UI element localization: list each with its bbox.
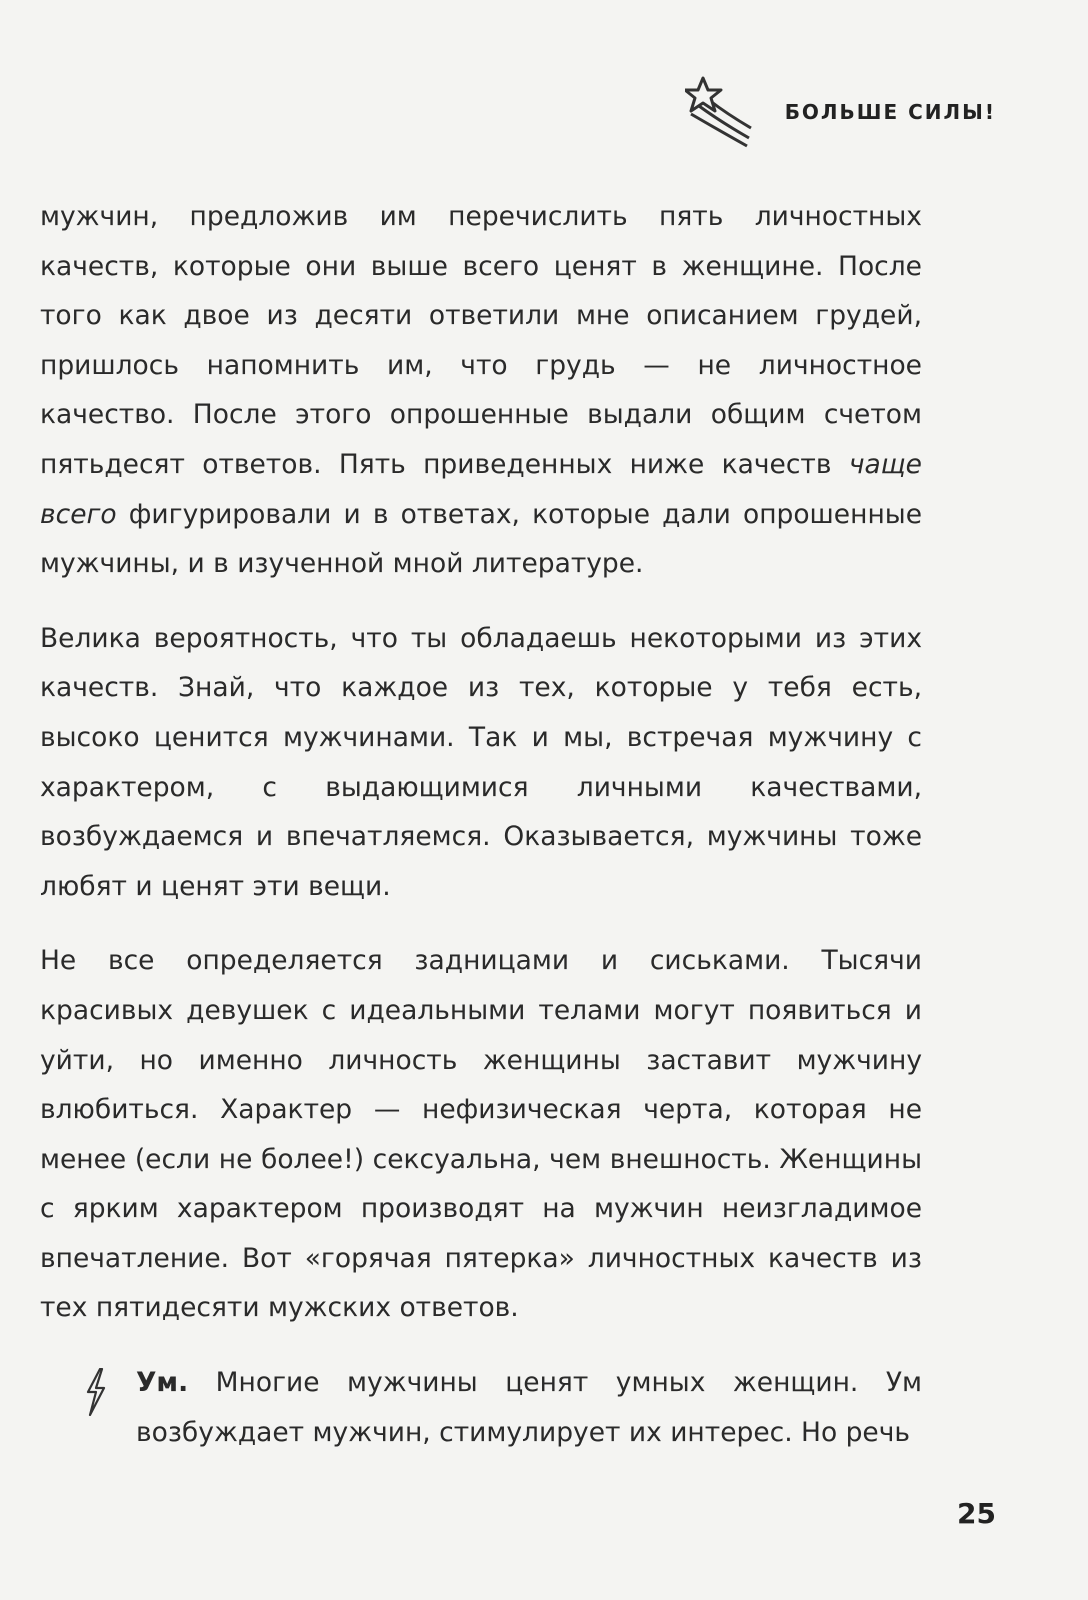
header-title: БОЛЬШЕ СИЛЫ! bbox=[784, 100, 996, 124]
running-header bbox=[685, 72, 996, 152]
bullet-term: Ум. bbox=[136, 1367, 189, 1399]
lightning-bolt-icon bbox=[84, 1368, 106, 1416]
bullet-item bbox=[40, 1358, 922, 1457]
paragraph-2: Велика вероятность, что ты обладаешь некоторыми из этих качеств. Знай, что каждое из тех, которые у тебя есть, высоко ценится мужчинами. Так и мы, встречая мужчину с характером, с выдающимися личными качествами, возбуждаемся и впечатляемся. Оказывается, мужчины тоже любят и ценят эти вещи. bbox=[40, 622, 922, 902]
body-text bbox=[40, 192, 922, 1482]
paragraph-1: мужчин, предложив им перечислить пять личностных качеств, которые они выше всего ценят в женщине. После того как двое из десяти ответили мне описанием грудей, пришлось напомнить им, что грудь — не личностное качество. После этого опрошенные выдали общим счетом пятьдесят ответов. Пять приведенных ниже качеств чаще всего фигурировали и в ответах, которые дали опрошенные мужчины, и в изученной мной литературе. bbox=[40, 201, 922, 580]
shooting-star-icon bbox=[685, 76, 753, 148]
page-number: 25 bbox=[957, 1497, 996, 1530]
paragraph-3: Не все определяется задницами и сиськами. Тысячи красивых девушек с идеальными телами могут появиться и уйти, но именно личность женщины заставит мужчину влюбиться. Характер — нефизическая черта, которая не менее (если не более!) сексуальна, чем внешность. Женщины с ярким характером производят на мужчин неизгладимое впечатление. Вот «горячая пятерка» личностных качеств из тех пятидесяти мужских ответов. bbox=[40, 945, 922, 1324]
emphasis-text: чаще всего bbox=[40, 448, 922, 530]
bullet-text: Многие мужчины ценят умных женщин. Ум возбуждает мужчин, стимулирует их интерес. Но речь bbox=[136, 1367, 922, 1448]
